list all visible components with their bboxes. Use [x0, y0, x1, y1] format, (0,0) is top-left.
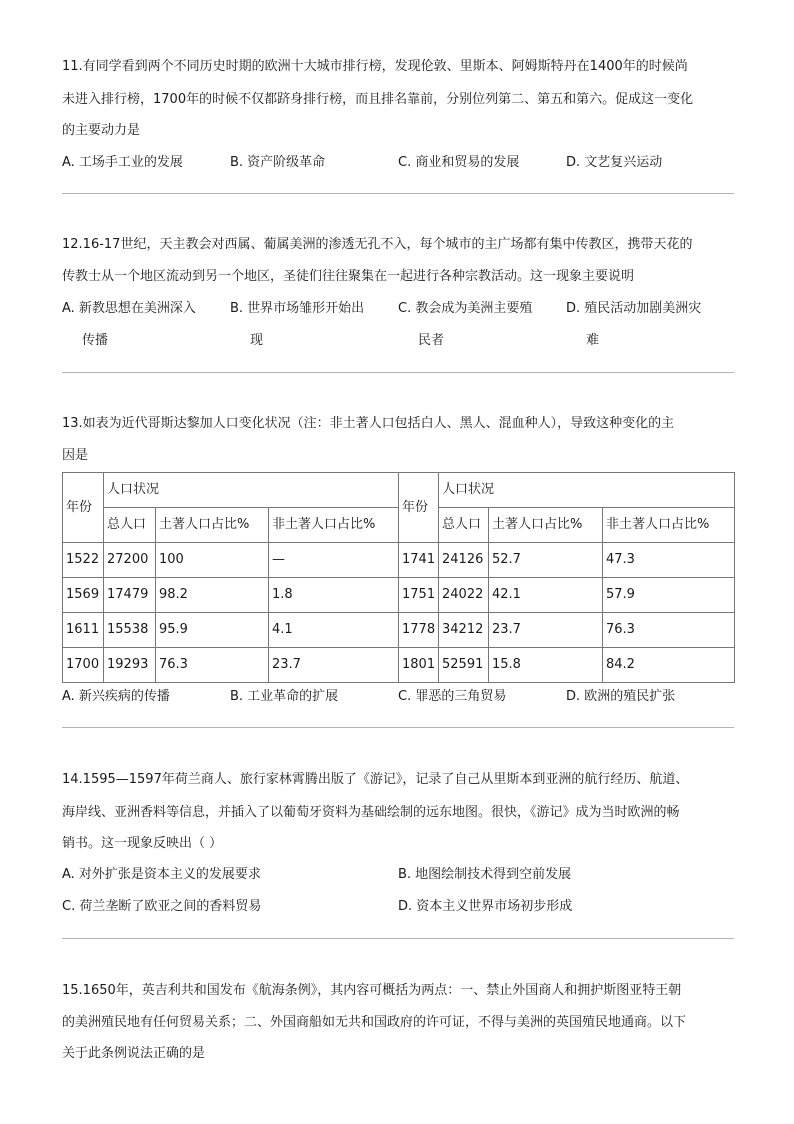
option-c[interactable] [398, 299, 532, 351]
group-header: 人口状况 [104, 473, 399, 508]
option-text: B. 世界市场雏形开始出 [230, 301, 365, 316]
group-header: 人口状况 [439, 473, 735, 508]
table-cell: 42.1 [489, 578, 603, 613]
table-cell: 1751 [399, 578, 439, 613]
question-text: 因是 [62, 448, 89, 463]
table-row [63, 543, 735, 578]
divider [62, 193, 734, 194]
option-d[interactable]: D. 文艺复兴运动 [566, 155, 663, 170]
question-text: 传教士从一个地区流动到另一个地区，圣徒们往往聚集在一起进行各种宗教活动。这一现象主要说明 [62, 269, 635, 284]
option-b[interactable]: B. 资产阶级革命 [230, 155, 326, 170]
option-b[interactable] [230, 299, 364, 351]
option-a[interactable] [62, 299, 196, 351]
col-header: 非土著人口占比% [603, 508, 735, 543]
col-header: 土著人口占比% [489, 508, 603, 543]
table-cell: 34212 [439, 613, 489, 648]
col-header: 非土著人口占比% [269, 508, 399, 543]
question-text: 12.16-17世纪，天主教会对西属、葡属美洲的渗透无孔不入，每个城市的主广场都有集中传教区，携带天花的 [62, 237, 693, 252]
question-text: 14.1595—1597年荷兰商人、旅行家林霄腾出版了《游记》，记录了自己从里斯本到亚洲的航行经历、航道、 [62, 772, 689, 787]
table-cell: 1741 [399, 543, 439, 578]
option-b[interactable]: B. 地图绘制技术得到空前发展 [398, 867, 572, 882]
divider [62, 372, 734, 373]
table-cell: 1569 [63, 578, 104, 613]
option-text: 现 [250, 333, 264, 348]
table-header-row [63, 473, 735, 508]
table-cell: 15.8 [489, 648, 603, 683]
table-cell: 19293 [104, 648, 156, 683]
table-row [63, 613, 735, 648]
question-text: 11.有同学看到两个不同历史时期的欧洲十大城市排行榜，发现伦敦、里斯本、阿姆斯特丹在1400年的时候尚 [62, 59, 688, 74]
question-text: 15.1650年，英吉利共和国发布《航海条例》，其内容可概括为两点：一、禁止外国商人和拥护斯图亚特王朝 [62, 983, 682, 998]
option-text: A. 新教思想在美洲深入 [62, 301, 196, 316]
year-header: 年份 [399, 473, 439, 543]
question-text: 的主要动力是 [62, 123, 141, 138]
option-d[interactable]: D. 欧洲的殖民扩张 [566, 689, 676, 704]
option-text: D. 殖民活动加剧美洲灾 [566, 301, 702, 316]
table-row [63, 648, 735, 683]
table-cell: — [269, 543, 399, 578]
table-cell: 17479 [104, 578, 156, 613]
table-cell: 24126 [439, 543, 489, 578]
question-text: 关于此条例说法正确的是 [62, 1046, 206, 1061]
divider [62, 727, 734, 728]
option-text: 民者 [418, 333, 445, 348]
option-a[interactable]: A. 工场手工业的发展 [62, 155, 183, 170]
table-cell: 84.2 [603, 648, 735, 683]
question-text: 13.如表为近代哥斯达黎加人口变化状况（注：非土著人口包括白人、黑人、混血种人），导致这种变化的主 [62, 416, 675, 431]
option-b[interactable]: B. 工业革命的扩展 [230, 689, 339, 704]
table-cell: 23.7 [489, 613, 603, 648]
table-cell: 100 [156, 543, 269, 578]
question-text: 未进入排行榜，1700年的时候不仅都跻身排行榜，而且排名靠前，分别位列第二、第五和第六。促成这一变化 [62, 92, 694, 107]
table-cell: 76.3 [603, 613, 735, 648]
year-header: 年份 [63, 473, 104, 543]
col-header: 总人口 [104, 508, 156, 543]
col-header: 总人口 [439, 508, 489, 543]
table-cell: 24022 [439, 578, 489, 613]
table-cell: 95.9 [156, 613, 269, 648]
option-d[interactable]: D. 资本主义世界市场初步形成 [398, 899, 573, 914]
col-header: 土著人口占比% [156, 508, 269, 543]
table-cell: 15538 [104, 613, 156, 648]
option-c[interactable]: C. 荷兰垄断了欧亚之间的香料贸易 [62, 899, 262, 914]
table-cell: 1700 [63, 648, 104, 683]
table-cell: 1.8 [269, 578, 399, 613]
table-cell: 4.1 [269, 613, 399, 648]
option-c[interactable]: C. 罪恶的三角贸易 [398, 689, 507, 704]
option-text: 传播 [82, 333, 109, 348]
table-cell: 76.3 [156, 648, 269, 683]
table-cell: 27200 [104, 543, 156, 578]
table-row [63, 578, 735, 613]
table-cell: 1611 [63, 613, 104, 648]
table-cell: 1522 [63, 543, 104, 578]
table-cell: 52.7 [489, 543, 603, 578]
table-cell: 98.2 [156, 578, 269, 613]
table-cell: 57.9 [603, 578, 735, 613]
divider [62, 938, 734, 939]
table-cell: 52591 [439, 648, 489, 683]
table-cell: 47.3 [603, 543, 735, 578]
question-text: 销书。这一现象反映出（ ） [62, 836, 223, 851]
table-cell: 1778 [399, 613, 439, 648]
option-a[interactable]: A. 对外扩张是资本主义的发展要求 [62, 867, 261, 882]
option-text: C. 教会成为美洲主要殖 [398, 301, 533, 316]
table-cell: 23.7 [269, 648, 399, 683]
option-d[interactable] [566, 299, 701, 351]
population-table [62, 472, 735, 683]
option-text: 难 [586, 333, 600, 348]
question-text: 海岸线、亚洲香料等信息，并插入了以葡萄牙资料为基础绘制的远东地图。很快，《游记》成为当时欧洲的畅 [62, 805, 680, 820]
question-text: 的美洲殖民地有任何贸易关系；二、外国商船如无共和国政府的许可证，不得与美洲的英国殖民地通商。以下 [62, 1015, 687, 1030]
option-a[interactable]: A. 新兴疾病的传播 [62, 689, 170, 704]
table-cell: 1801 [399, 648, 439, 683]
option-c[interactable]: C. 商业和贸易的发展 [398, 155, 520, 170]
